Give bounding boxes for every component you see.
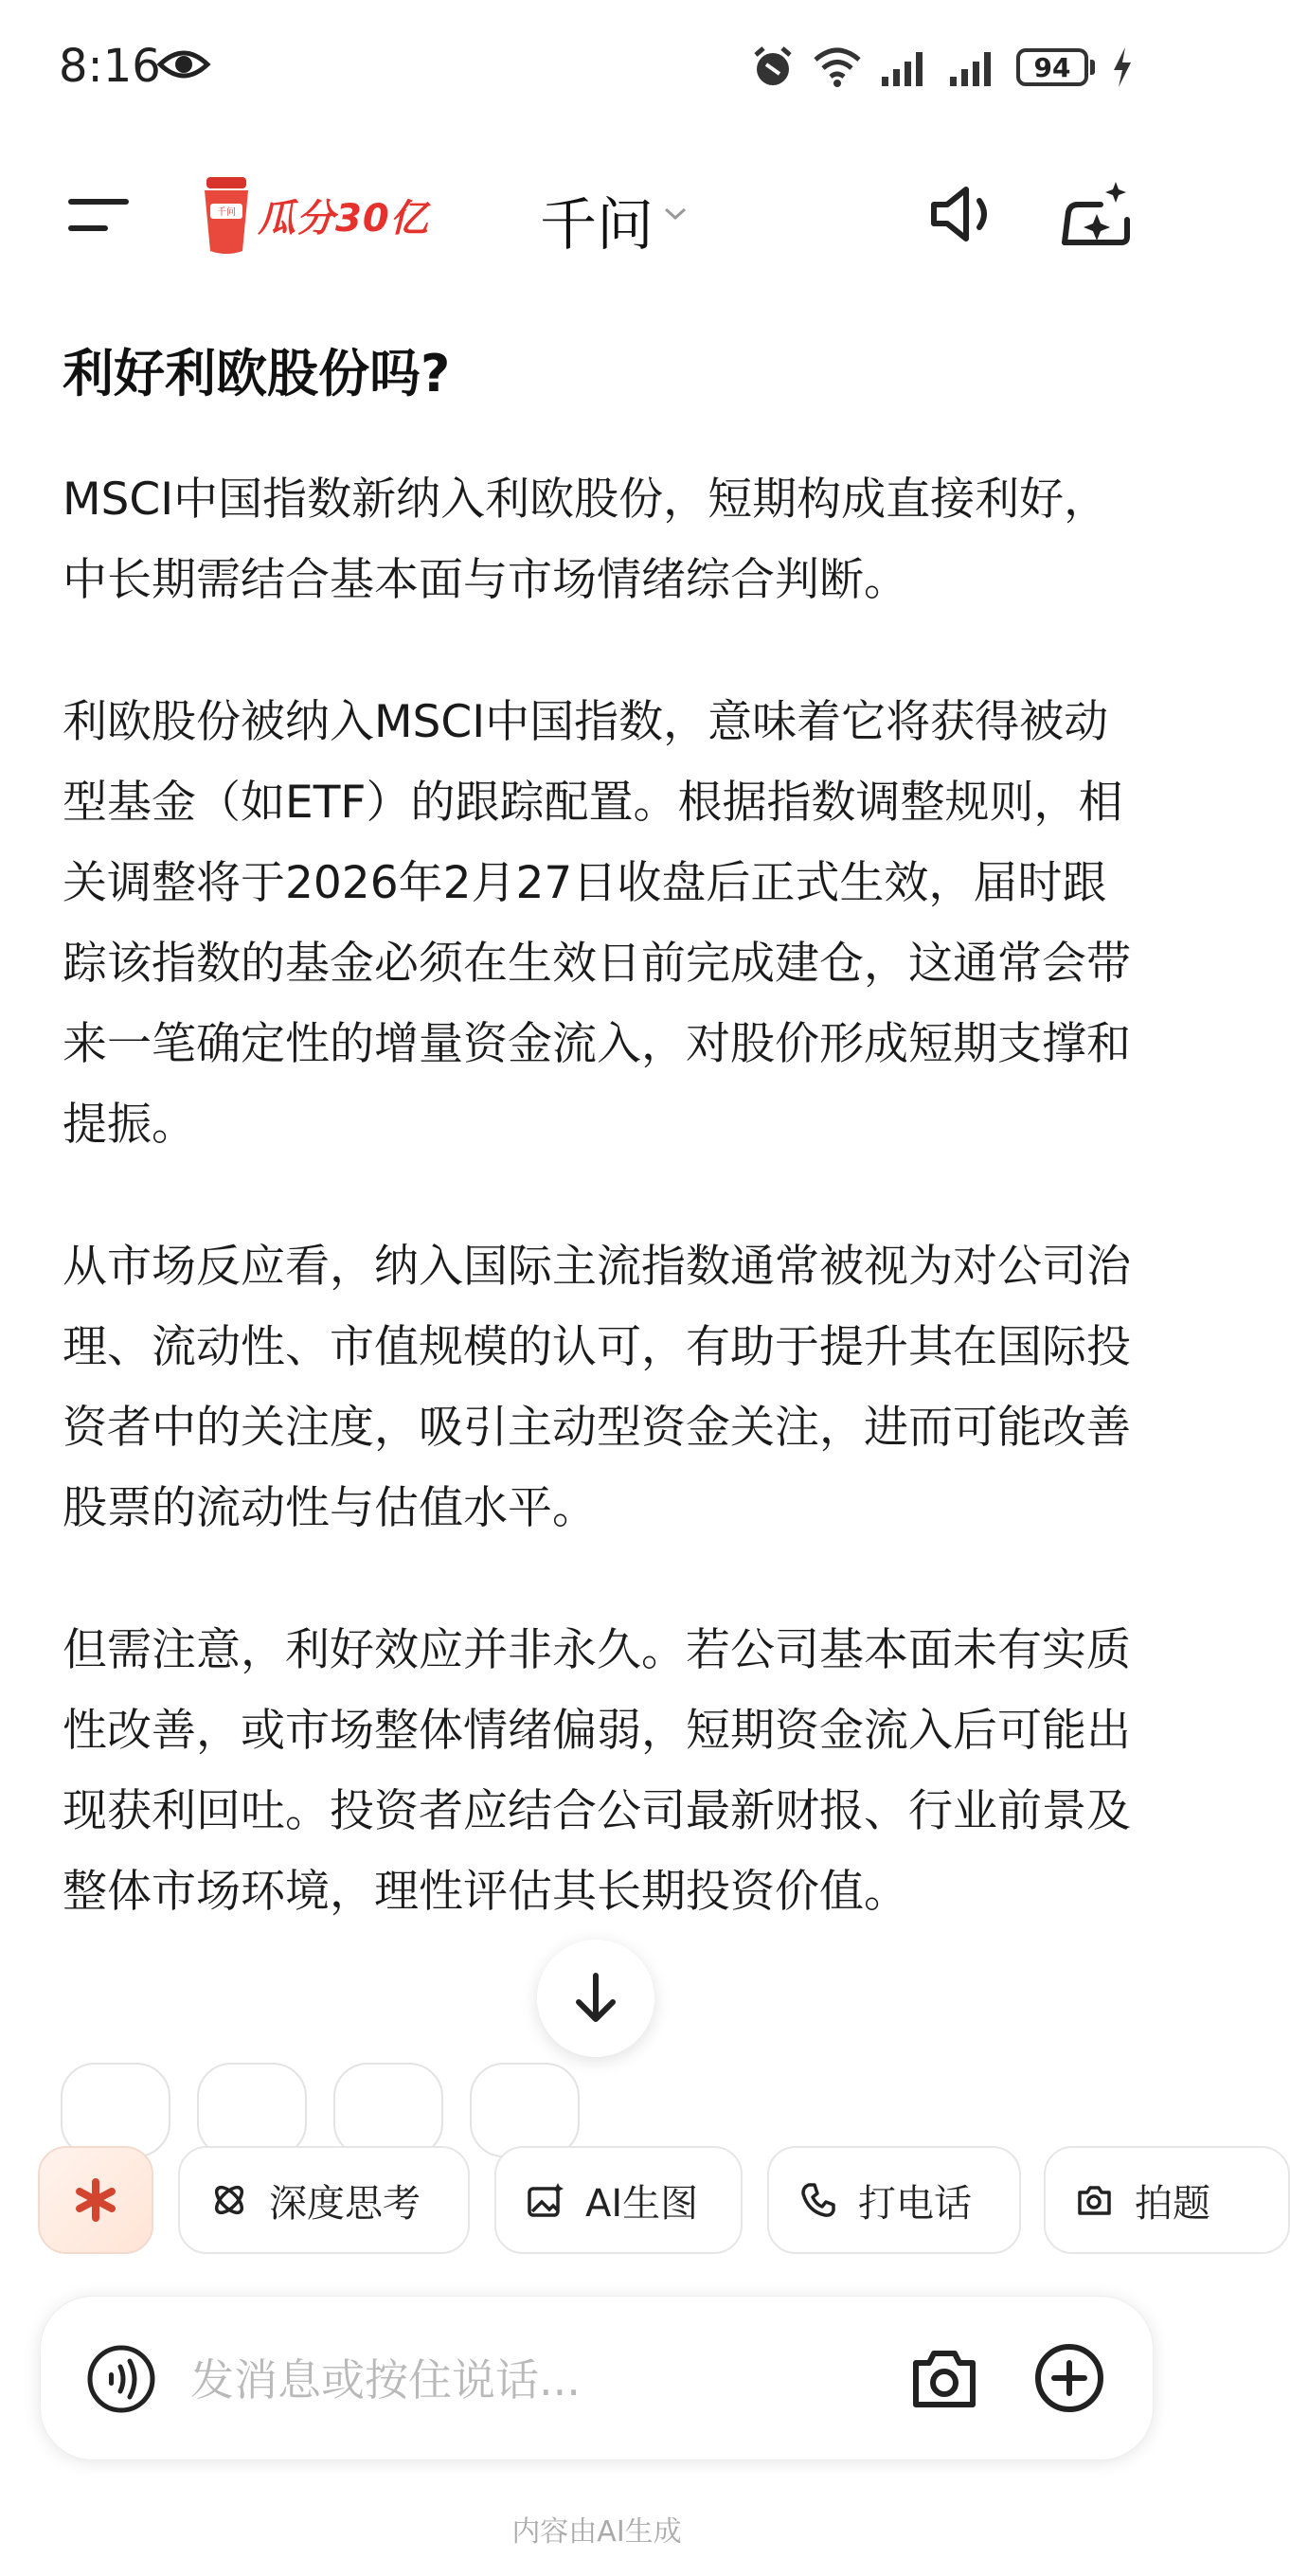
quick-action-row: [0, 2137, 1210, 2260]
answer-paragraph: 但需注意，利好效应并非永久。若公司基本面未有实质性改善，或市场整体情绪偏弱，短期资金流入后可能出现获利回吐。投资者应结合公司最新财报、行业前景及整体市场环境，理性评估其长期投资价值。: [63, 1624, 1131, 1918]
answer-paragraph: 从市场反应看，纳入国际主流指数通常被视为对公司治理、流动性、市值规模的认可，有助于提升其在国际投资者中的关注度，吸引主动型资金关注，进而可能改善股票的流动性与估值水平。: [63, 1241, 1131, 1534]
chip-label: 打电话: [858, 2181, 972, 2226]
battery-icon: [1016, 48, 1095, 86]
voice-input-icon[interactable]: [86, 2344, 156, 2414]
promo-text: 瓜分30亿: [258, 196, 429, 241]
deep-think-icon: [210, 2181, 248, 2219]
message-input[interactable]: [188, 2338, 912, 2422]
qwen-logo-icon: [72, 2176, 119, 2224]
status-time: 8:16: [59, 40, 161, 93]
camera-icon[interactable]: [910, 2346, 978, 2410]
user-question: 利好利欧股份吗?: [63, 344, 451, 403]
wifi-icon: [812, 46, 863, 88]
scroll-down-button[interactable]: [537, 1940, 654, 2057]
charging-icon: [1112, 47, 1133, 87]
alarm-icon: [751, 45, 795, 89]
new-chat-icon[interactable]: [1059, 180, 1131, 248]
chevron-down-icon[interactable]: [663, 206, 688, 222]
menu-icon[interactable]: [66, 195, 131, 235]
answer-actions: [61, 2063, 1197, 2108]
chip-label: AI生图: [585, 2181, 699, 2226]
model-title[interactable]: 千问: [540, 192, 654, 259]
deep-think-chip[interactable]: [178, 2146, 470, 2254]
message-composer: [40, 2296, 1154, 2460]
battery-level: 94: [1016, 48, 1088, 86]
answer-content: [63, 336, 1142, 1918]
answer-paragraph: 利欧股份被纳入MSCI中国指数，意味着它将获得被动型基金（如ETF）的跟踪配置。根据指数调整规则，相关调整将于2026年2月27日收盘后正式生效，届时跟踪该指数的基金必须在生效日前完成建仓，这通常会带来一笔确定性的增量资金流入，对股价形成短期支撑和提振。: [63, 696, 1131, 1151]
plus-icon[interactable]: [1033, 2342, 1105, 2414]
phone-call-chip[interactable]: [767, 2146, 1021, 2254]
qwen-logo-button[interactable]: [38, 2146, 153, 2254]
milk-tea-cup-icon: [201, 175, 252, 255]
arrow-down-icon: [573, 1972, 618, 2025]
promo-banner[interactable]: [201, 172, 429, 258]
chip-label: 拍题: [1135, 2181, 1210, 2226]
signal-icon: [948, 48, 999, 86]
signal-icon: [880, 48, 931, 86]
answer-paragraph: MSCI中国指数新纳入利欧股份，短期构成直接利好，中长期需结合基本面与市场情绪综合判断。: [63, 474, 1109, 606]
eye-icon: [157, 45, 210, 83]
ai-disclaimer: 内容由AI生成: [511, 2515, 682, 2549]
svg-text:千问: 千问: [217, 207, 236, 218]
photo-question-chip[interactable]: [1044, 2146, 1290, 2254]
speaker-icon[interactable]: [928, 184, 1000, 244]
status-bar: [0, 0, 1193, 133]
phone-icon: [799, 2181, 837, 2219]
camera-icon: [1076, 2181, 1114, 2219]
status-icons: [751, 42, 1133, 93]
chip-label: 深度思考: [269, 2181, 421, 2226]
ai-image-chip[interactable]: [494, 2146, 743, 2254]
image-gen-icon: [527, 2181, 564, 2219]
app-header: [0, 161, 1193, 265]
